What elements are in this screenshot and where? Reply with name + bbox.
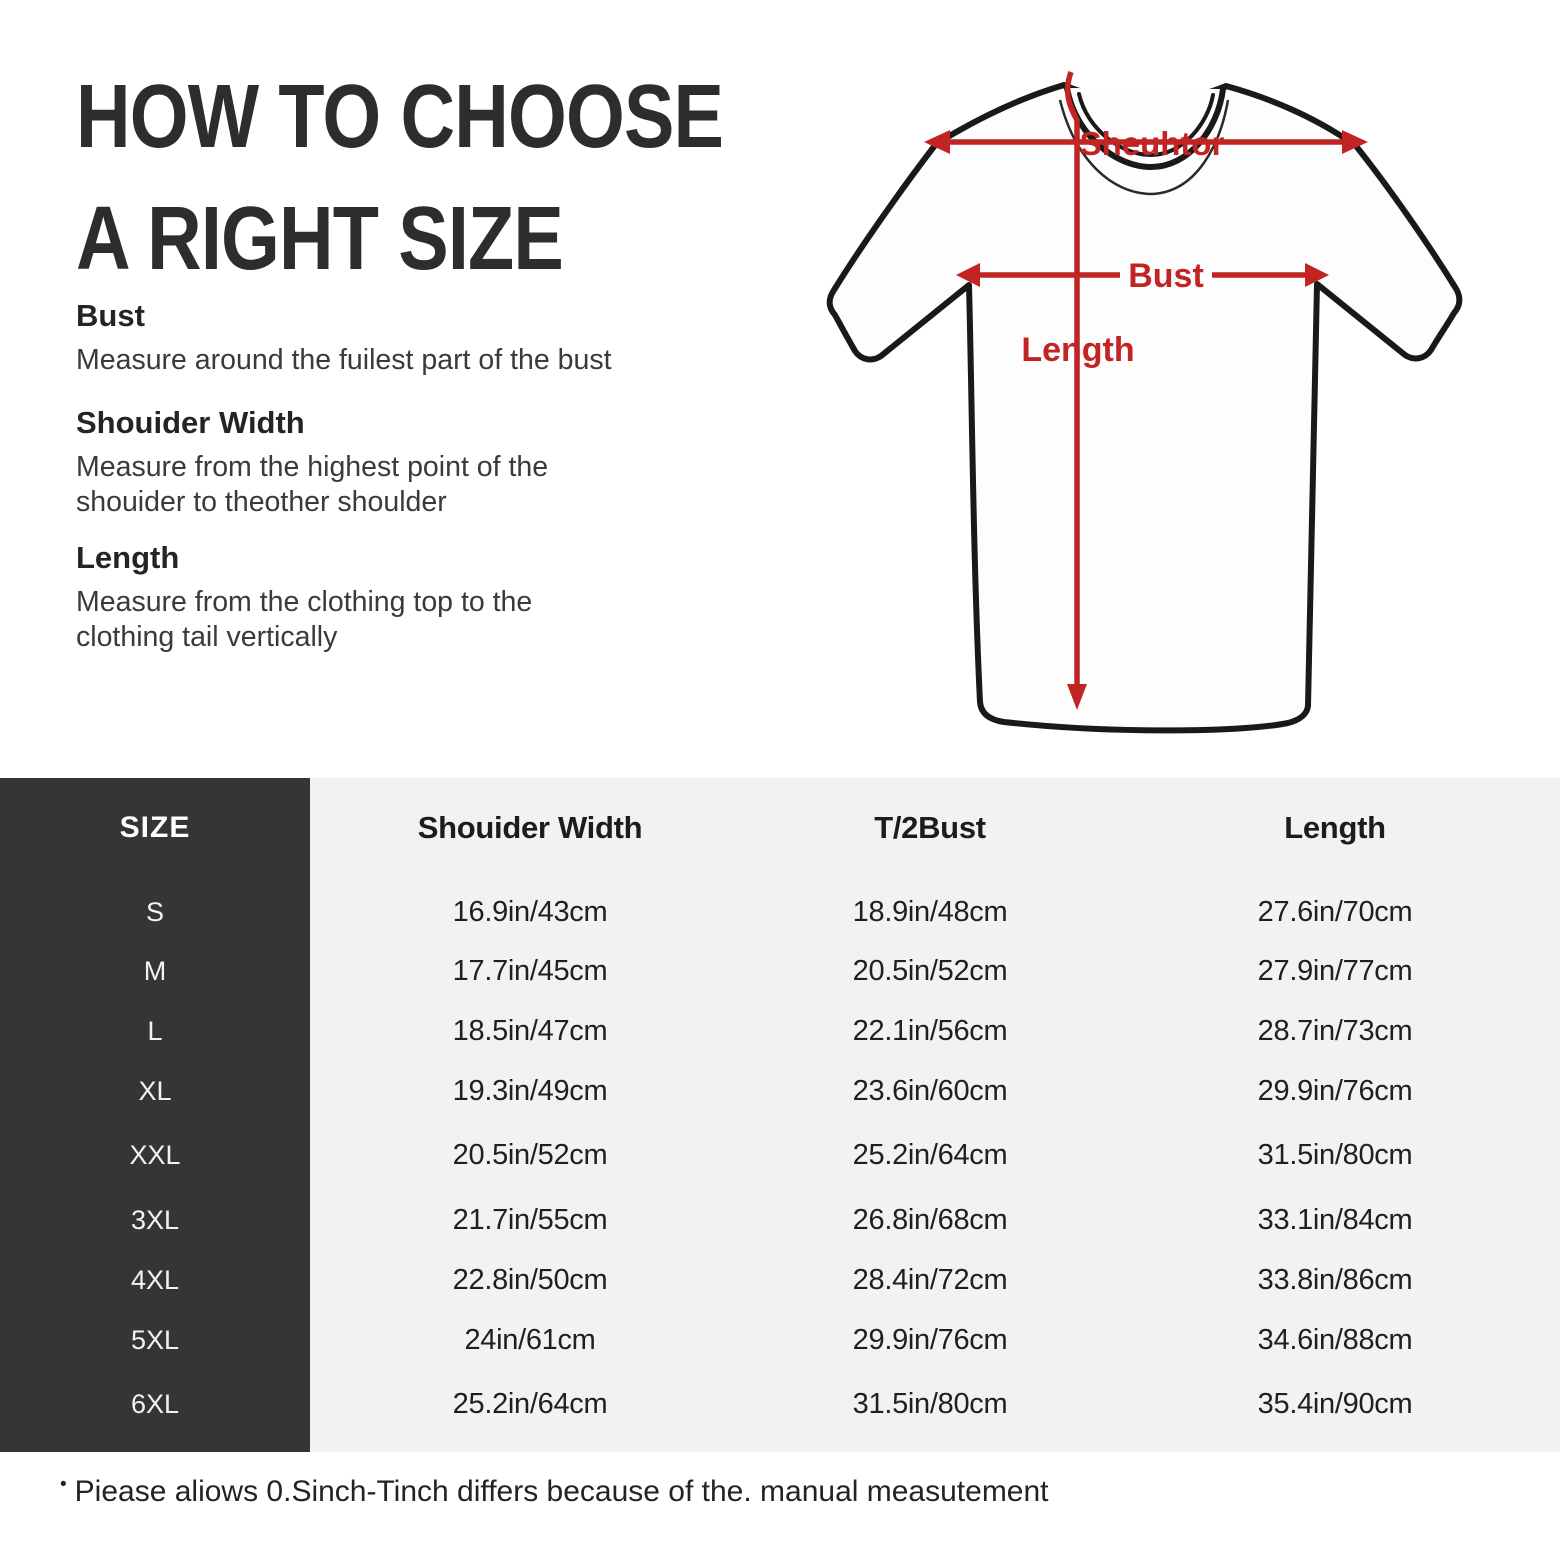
row-size-label: S (145, 896, 164, 927)
table-row-4xl (0, 1250, 1560, 1310)
row-length-value: 27.6in/70cm (1257, 895, 1413, 928)
table-row-5xl (0, 1310, 1560, 1370)
page-title-line2: A RIGHT SIZE (76, 189, 563, 290)
row-bust-value: 31.5in/80cm (852, 1387, 1008, 1420)
header-size: SIZE (119, 811, 191, 844)
header-length: Length (1284, 810, 1386, 845)
row-bust-value: 29.9in/76cm (852, 1323, 1008, 1356)
table-row-l (0, 1001, 1560, 1061)
section-shoulder-width (76, 405, 621, 520)
row-shoulder-value: 24in/61cm (464, 1323, 596, 1356)
row-bust-value: 25.2in/64cm (852, 1138, 1008, 1171)
row-shoulder-value: 16.9in/43cm (452, 895, 608, 928)
size-table (0, 778, 1560, 1452)
size-table-header-row (0, 804, 1560, 852)
row-length-value: 33.8in/86cm (1257, 1263, 1413, 1296)
row-length-value: 33.1in/84cm (1257, 1203, 1413, 1236)
table-row-m (0, 941, 1560, 1001)
section-bust-body: Measure around the fuilest part of the bust (76, 344, 612, 376)
row-bust-value: 23.6in/60cm (852, 1074, 1008, 1107)
section-bust (76, 298, 676, 378)
row-size-label: 5XL (130, 1324, 180, 1355)
table-row-s (0, 882, 1560, 942)
row-size-label: 4XL (130, 1264, 180, 1295)
row-shoulder-value: 22.8in/50cm (452, 1263, 608, 1296)
row-shoulder-value: 25.2in/64cm (452, 1387, 608, 1420)
section-length (76, 540, 606, 655)
length-arrow-label: Length (1021, 331, 1135, 369)
section-length-body: Measure from the clothing top to the clothing tail vertically (76, 586, 533, 654)
row-length-value: 28.7in/73cm (1257, 1014, 1413, 1047)
tshirt-outline (830, 85, 1460, 730)
table-row-6xl (0, 1374, 1560, 1434)
row-bust-value: 28.4in/72cm (852, 1263, 1008, 1296)
page-title-line1: HOW TO CHOOSE (76, 67, 724, 167)
row-size-label: XXL (129, 1139, 181, 1170)
row-length-value: 27.9in/77cm (1257, 954, 1413, 987)
table-row-xxl (0, 1125, 1560, 1185)
page-title (76, 56, 723, 301)
row-length-value: 34.6in/88cm (1257, 1323, 1413, 1356)
footnote (60, 1474, 1049, 1509)
row-size-label: 6XL (130, 1388, 180, 1419)
row-bust-value: 26.8in/68cm (852, 1203, 1008, 1236)
row-size-label: L (147, 1015, 163, 1046)
row-shoulder-value: 18.5in/47cm (452, 1014, 608, 1047)
footnote-bullet: • (60, 1474, 67, 1495)
row-size-label: XL (138, 1075, 172, 1106)
row-length-value: 29.9in/76cm (1257, 1074, 1413, 1107)
shoulder-arrow-label: Sheuhtor (1079, 125, 1225, 162)
row-shoulder-value: 21.7in/55cm (452, 1203, 608, 1236)
footnote-text: Piease aliows 0.Sinch-Tinch differs because of the. manual measutement (74, 1475, 1049, 1508)
row-size-label: M (143, 955, 167, 986)
table-row-3xl (0, 1190, 1560, 1250)
header-shoulder-width: Shouider Width (417, 810, 643, 845)
tshirt-measurement-diagram (820, 58, 1480, 748)
section-length-heading: Length (76, 540, 180, 575)
table-row-xl (0, 1061, 1560, 1121)
section-shoulder-body: Measure from the highest point of the shouider to theother shoulder (76, 451, 549, 519)
row-size-label: 3XL (130, 1204, 180, 1235)
row-shoulder-value: 19.3in/49cm (452, 1074, 608, 1107)
row-length-value: 35.4in/90cm (1257, 1387, 1413, 1420)
row-shoulder-value: 17.7in/45cm (452, 954, 608, 987)
section-shoulder-heading: Shouider Width (76, 405, 305, 440)
row-bust-value: 20.5in/52cm (852, 954, 1008, 987)
bust-arrow-label: Bust (1128, 257, 1204, 295)
row-length-value: 31.5in/80cm (1257, 1138, 1413, 1171)
row-shoulder-value: 20.5in/52cm (452, 1138, 608, 1171)
header-half-bust: T/2Bust (874, 810, 986, 845)
row-bust-value: 18.9in/48cm (852, 895, 1008, 928)
section-bust-heading: Bust (76, 298, 145, 333)
row-bust-value: 22.1in/56cm (852, 1014, 1008, 1047)
